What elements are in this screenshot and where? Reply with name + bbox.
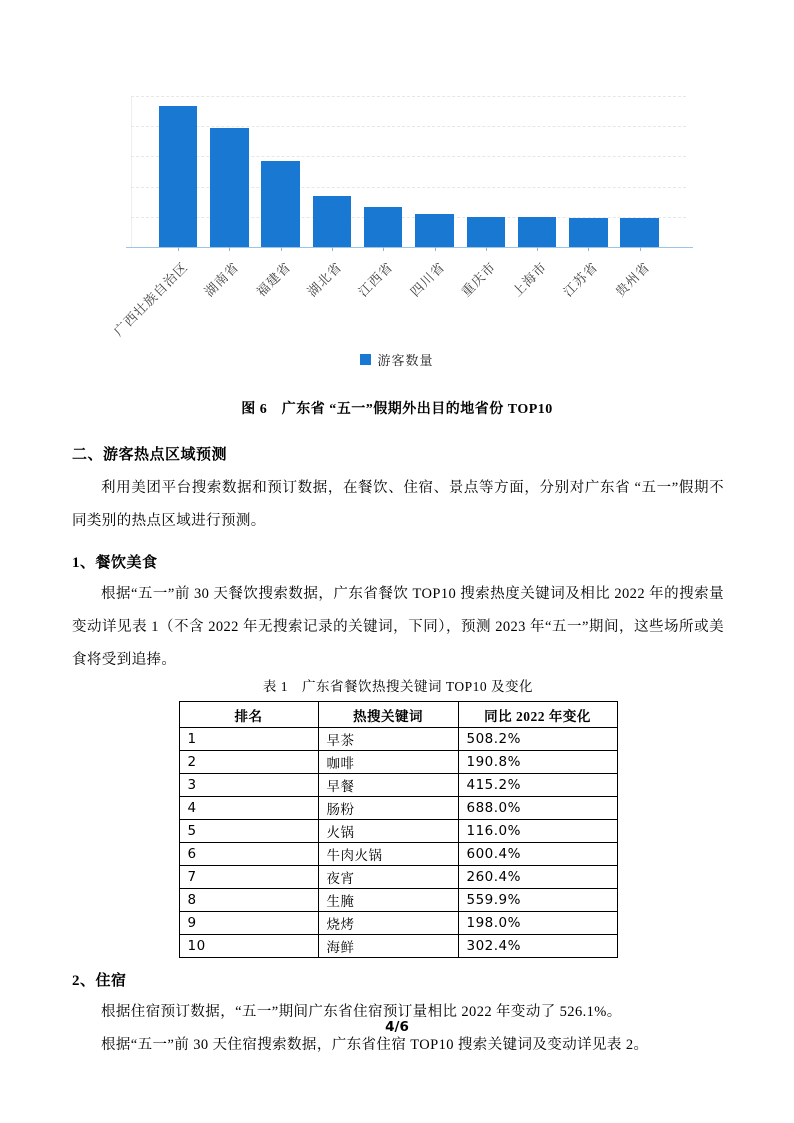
chart-bar	[415, 214, 454, 247]
rank-cell: 6	[179, 843, 318, 866]
x-axis-tick	[435, 247, 436, 251]
legend-label: 游客数量	[377, 353, 434, 368]
x-axis-tick	[588, 247, 589, 251]
change-cell: 260.4%	[458, 866, 617, 889]
x-axis-line	[126, 247, 693, 248]
chart-bar	[261, 161, 300, 247]
table-head	[179, 702, 617, 728]
x-axis-label: 贵州省	[612, 259, 653, 300]
chart-legend	[0, 350, 794, 369]
x-axis-tick	[281, 247, 282, 251]
chart-bar	[569, 218, 608, 247]
table-body	[179, 728, 617, 958]
x-axis-label: 福建省	[253, 259, 294, 300]
x-axis-label: 湖北省	[304, 259, 345, 300]
table-row	[179, 843, 617, 866]
paragraph-lodging-1: 根据住宿预订数据，“五一”期间广东省住宿预订量相比 2022 年变动了 526.1%。	[101, 1004, 622, 1020]
content-area	[72, 432, 724, 1062]
keyword-cell: 烧烤	[318, 912, 458, 935]
change-cell: 198.0%	[458, 912, 617, 935]
y-axis-line	[131, 96, 132, 247]
paragraph-lodging-2: 根据“五一”前 30 天住宿搜索数据，广东省住宿 TOP10 搜索关键词及变动详见表 2。	[101, 1037, 649, 1053]
table-row	[179, 728, 617, 751]
change-cell: 508.2%	[458, 728, 617, 751]
table-header-cell: 热搜关键词	[318, 702, 458, 728]
table-header-cell: 排名	[179, 702, 318, 728]
table-header-row	[179, 702, 617, 728]
chart-bar	[518, 217, 557, 247]
chart-plot	[110, 96, 686, 340]
table-row	[179, 797, 617, 820]
x-axis-label: 重庆市	[458, 259, 499, 300]
change-cell: 190.8%	[458, 751, 617, 774]
figure-caption: 图 6 广东省 “五一”假期外出目的地省份 TOP10	[241, 402, 553, 417]
section-heading-food: 1、餐饮美食	[72, 555, 158, 571]
x-axis-tick	[537, 247, 538, 251]
rank-cell: 10	[179, 935, 318, 958]
keyword-cell: 火锅	[318, 820, 458, 843]
keyword-cell: 牛肉火锅	[318, 843, 458, 866]
rank-cell: 7	[179, 866, 318, 889]
x-axis-label: 上海市	[509, 259, 550, 300]
keyword-cell: 咖啡	[318, 751, 458, 774]
keyword-cell: 早餐	[318, 774, 458, 797]
keyword-cell: 早茶	[318, 728, 458, 751]
table-row	[179, 866, 617, 889]
table-row	[179, 820, 617, 843]
chart-bar	[467, 217, 506, 247]
legend-swatch-icon	[360, 354, 371, 365]
change-cell: 600.4%	[458, 843, 617, 866]
table-header-cell: 同比 2022 年变化	[458, 702, 617, 728]
section-heading-regions: 二、游客热点区域预测	[72, 447, 228, 463]
table-row	[179, 912, 617, 935]
change-cell: 559.9%	[458, 889, 617, 912]
keyword-cell: 生腌	[318, 889, 458, 912]
food-keywords-table	[179, 701, 618, 958]
x-axis-tick	[486, 247, 487, 251]
x-axis-tick	[640, 247, 641, 251]
paragraph-intro: 利用美团平台搜索数据和预订数据，在餐饮、住宿、景点等方面，分别对广东省 “五一”假期不同类别的热点区域进行预测。	[72, 480, 724, 529]
table-row	[179, 889, 617, 912]
section-heading-lodging: 2、住宿	[72, 973, 127, 989]
chart-bar	[364, 207, 403, 247]
chart-gridline	[131, 126, 686, 127]
table-row	[179, 774, 617, 797]
chart-gridline	[131, 96, 686, 97]
x-axis-tick	[178, 247, 179, 251]
bar-chart	[0, 0, 794, 392]
x-axis-label: 湖南省	[201, 259, 243, 300]
table-row	[179, 935, 617, 958]
change-cell: 116.0%	[458, 820, 617, 843]
change-cell: 688.0%	[458, 797, 617, 820]
chart-bar	[620, 218, 659, 247]
paragraph-food: 根据“五一”前 30 天餐饮搜索数据，广东省餐饮 TOP10 搜索热度关键词及相比 2022 年的搜索量变动详见表 1（不含 2022 年无搜索记录的关键词，下同），预测 2023 年“五一”期间，这些场所或美食将受到追捧。	[72, 586, 724, 668]
rank-cell: 3	[179, 774, 318, 797]
keyword-cell: 海鲜	[318, 935, 458, 958]
keyword-cell: 肠粉	[318, 797, 458, 820]
table-caption: 表 1 广东省餐饮热搜关键词 TOP10 及变化	[262, 679, 534, 694]
chart-bar	[313, 196, 352, 247]
rank-cell: 4	[179, 797, 318, 820]
x-axis-label: 江西省	[355, 259, 396, 300]
keyword-cell: 夜宵	[318, 866, 458, 889]
chart-bar	[210, 128, 249, 247]
change-cell: 302.4%	[458, 935, 617, 958]
x-axis-tick	[229, 247, 230, 251]
x-axis-tick	[332, 247, 333, 251]
x-axis-tick	[383, 247, 384, 251]
x-axis-label: 四川省	[406, 259, 448, 300]
rank-cell: 8	[179, 889, 318, 912]
page-number: 4/6	[385, 1019, 409, 1035]
change-cell: 415.2%	[458, 774, 617, 797]
x-axis-label: 江苏省	[560, 259, 602, 300]
rank-cell: 5	[179, 820, 318, 843]
rank-cell: 1	[179, 728, 318, 751]
rank-cell: 9	[179, 912, 318, 935]
chart-bar	[159, 106, 198, 247]
table-row	[179, 751, 617, 774]
rank-cell: 2	[179, 751, 318, 774]
x-axis-label: 广西壮族自治区	[110, 259, 191, 340]
